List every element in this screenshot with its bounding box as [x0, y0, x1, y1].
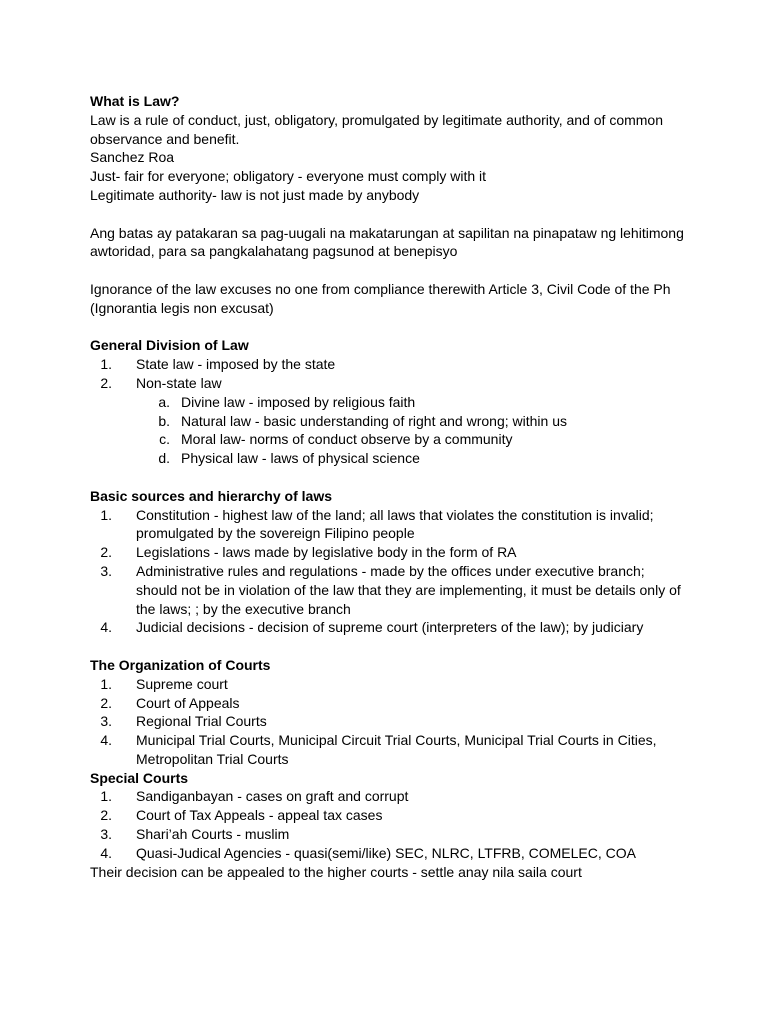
sub-list-text: Divine law - imposed by religious faith: [181, 393, 416, 410]
list-number: 2.: [100, 544, 112, 561]
list-text: Non-state law: [136, 374, 222, 391]
authority-definition: Legitimate authority- law is not just made by anybody: [90, 186, 420, 203]
list-text: Regional Trial Courts: [136, 713, 267, 730]
list-number: 2.: [100, 694, 112, 711]
just-definition: Just- fair for everyone; obligatory - everyone must comply with it: [90, 168, 487, 185]
list-item: [90, 562, 688, 618]
list-item: [90, 806, 688, 825]
list-text: Sandiganbayan - cases on graft and corrupt: [136, 788, 409, 805]
law-definition: Law is a rule of conduct, just, obligatory, promulgated by legitimate authority, and of common observance and benefit.: [90, 111, 664, 147]
list-item: [90, 694, 688, 713]
sub-list-text: Physical law - laws of physical science: [181, 450, 420, 467]
spacer: [90, 637, 688, 656]
sub-list-item: [158, 393, 688, 412]
list-text: Constitution - highest law of the land; all laws that violates the constitution is invalid; promulgated by the sovereign Filipino people: [136, 506, 654, 542]
list-text: Administrative rules and regulations - made by the offices under executive branch; should not be in violation of the law that they are implementing, it must be details only of the laws; ; by the executive branch: [136, 562, 681, 617]
heading-sources-hierarchy: Basic sources and hierarchy of laws: [90, 487, 332, 504]
list-number: 4.: [100, 619, 112, 636]
list-item: [90, 844, 688, 863]
list-text: Judicial decisions - decision of supreme court (interpreters of the law); by judiciary: [136, 619, 644, 636]
list-text: Legislations - laws made by legislative body in the form of RA: [136, 544, 517, 561]
appeal-note: Their decision can be appealed to the higher courts - settle anay nila saila court: [90, 863, 582, 880]
spacer: [90, 261, 688, 280]
list-item: [90, 355, 688, 374]
list-item: [90, 731, 688, 769]
sub-list-letter: b.: [158, 412, 170, 429]
list-item: [90, 675, 688, 694]
list-text: Supreme court: [136, 675, 228, 692]
list-number: 2.: [100, 807, 112, 824]
list-text: Municipal Trial Courts, Municipal Circuit Trial Courts, Municipal Trial Courts in Cities, Metropolitan Trial Courts: [136, 732, 657, 767]
list-number: 1.: [100, 506, 112, 523]
sub-list-letter: c.: [159, 431, 170, 448]
list-number: 2.: [100, 374, 112, 391]
sub-list-text: Natural law - basic understanding of right and wrong; within us: [181, 412, 567, 429]
spacer: [90, 468, 688, 487]
sub-list-item: [158, 412, 688, 431]
list-number: 1.: [100, 675, 112, 692]
list-item: [90, 618, 688, 637]
list-item: [90, 825, 688, 844]
filipino-definition: Ang batas ay patakaran sa pag-uugali na makatarungan at sapilitan na pinapataw ng lehitimong awtoridad, para sa pangkalahatang pagsunod at benepisyo: [90, 224, 684, 260]
heading-special-courts: Special Courts: [90, 769, 189, 786]
list-number: 3.: [100, 826, 112, 843]
sub-list-item: [158, 449, 688, 468]
heading-organization-courts: The Organization of Courts: [90, 656, 271, 673]
list-item: [90, 712, 688, 731]
list-number: 3.: [100, 713, 112, 730]
sub-list-letter: d.: [158, 450, 170, 467]
heading-general-division: General Division of Law: [90, 337, 249, 354]
spacer: [90, 318, 688, 337]
list-text: Court of Tax Appeals - appeal tax cases: [136, 807, 383, 824]
list-number: 1.: [100, 356, 112, 373]
sub-list-letter: a.: [158, 393, 170, 410]
list-number: 1.: [100, 788, 112, 805]
spacer: [90, 205, 688, 224]
list-item: [90, 506, 688, 544]
list-number: 4.: [100, 844, 112, 861]
list-text: Court of Appeals: [136, 694, 240, 711]
heading-what-is-law: What is Law?: [90, 93, 180, 109]
list-item: [90, 787, 688, 806]
ignorance-paragraph: Ignorance of the law excuses no one from compliance therewith Article 3, Civil Code of the Ph (Ignorantia legis non excusat): [90, 280, 671, 316]
author-name: Sanchez Roa: [90, 149, 175, 166]
list-number: 3.: [100, 562, 112, 579]
list-text: State law - imposed by the state: [136, 356, 336, 373]
list-text: Quasi-Judical Agencies - quasi(semi/like) SEC, NLRC, LTFRB, COMELEC, COA: [136, 844, 636, 861]
list-item: [90, 374, 688, 393]
list-text: Shari’ah Courts - muslim: [136, 826, 290, 843]
sub-list-item: [158, 430, 688, 449]
list-number: 4.: [100, 732, 112, 749]
sub-list-text: Moral law- norms of conduct observe by a community: [181, 431, 513, 448]
list-item: [90, 543, 688, 562]
